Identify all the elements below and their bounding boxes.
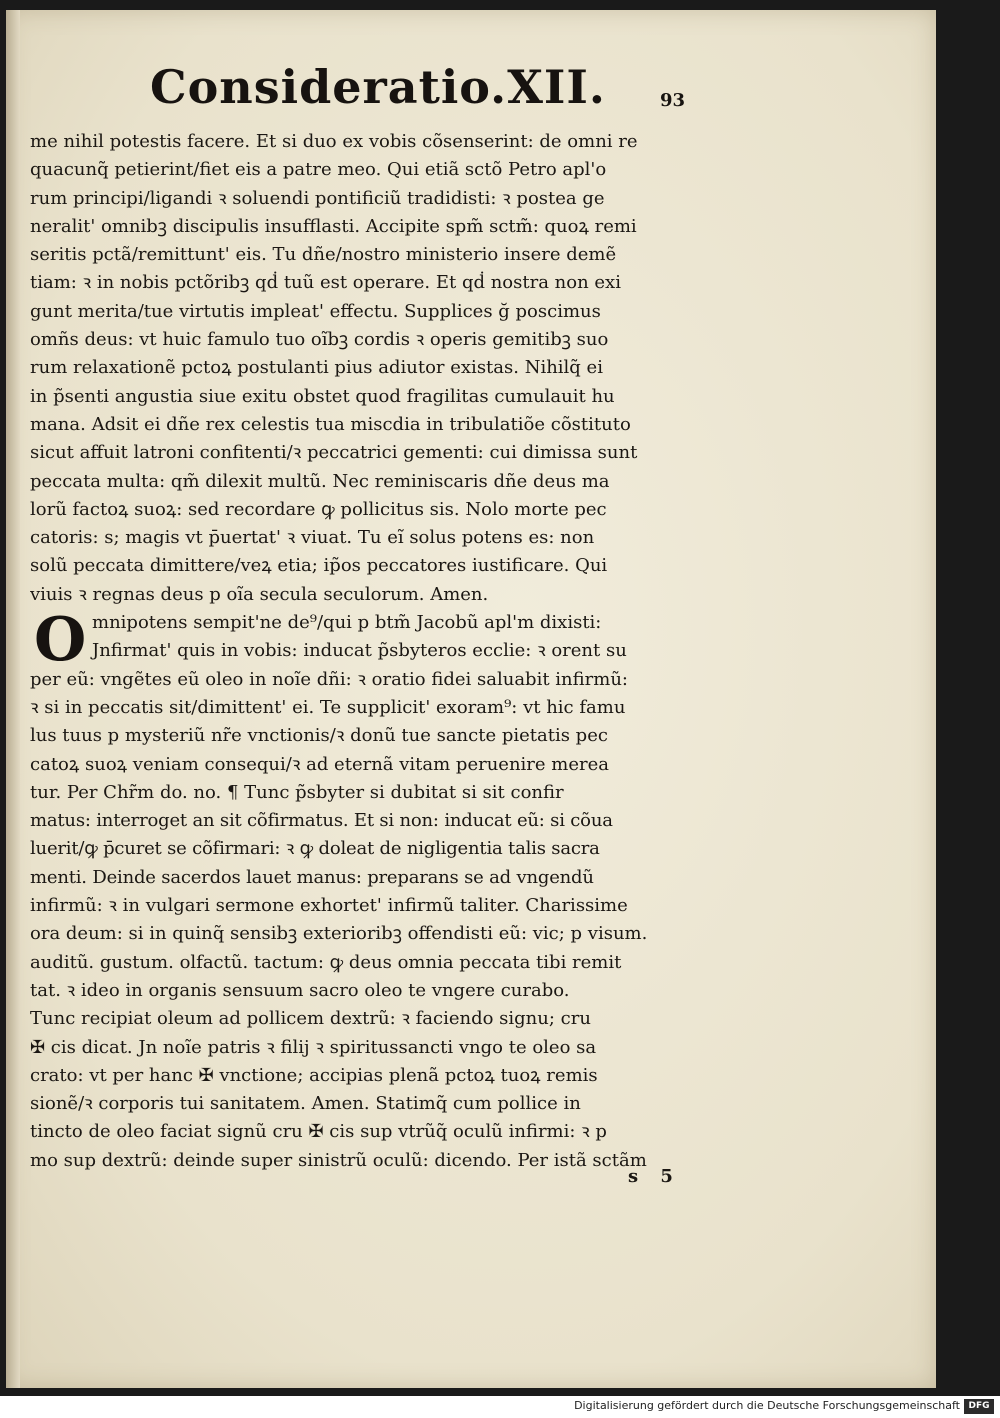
page-gutter [6, 10, 20, 1388]
folio-number: 93 [660, 90, 686, 111]
text-line: me nihil potestis facere. Et si duo ex vobis cõsenserint: de omni re [30, 131, 638, 152]
text-line: mnipotens sempit'ne de⁹/qui p btm̃ Jacobũ apl'm dixisti: [92, 612, 602, 634]
text-line: tincto de oleo faciat signũ cru ✠ cis sup vtrũq̃ oculũ infirmi: ꝛ p [30, 1121, 607, 1143]
text-line: tur. Per Chr̃m do. no. ¶ Tunc p̃sbyter si dubitat si sit confir [30, 781, 564, 803]
text-line: auditũ. gustum. olfactũ. tactum: ꝙ deus omnia peccata tibi remit [30, 951, 622, 973]
text-line: sicut affuit latroni confitenti/ꝛ peccatrici gementi: cui dimissa sunt [30, 442, 638, 464]
text-line: rum principi/ligandi ꝛ soluendi pontificiũ tradidisti: ꝛ postea ge [30, 187, 605, 209]
text-line: solũ peccata dimittere/veꝝ etia; ip̃os peccatores iustificare. Qui [30, 555, 608, 577]
text-line: sionẽ/ꝛ corporis tui sanitatem. Amen. Statimq̃ cum pollice in [30, 1093, 581, 1115]
text-line: ꝛ si in peccatis sit/dimittent' ei. Te supplicit' exoram⁹: vt hic famu [30, 696, 626, 718]
text-line: lorũ factoꝝ suoꝝ: sed recordare ꝙ pollicitus sis. Nolo morte pec [30, 498, 607, 520]
text-line: Jnfirmat' quis in vobis: inducat p̃sbyteros ecclie: ꝛ orent su [92, 640, 627, 662]
running-title: Consideratio.XII. [150, 60, 606, 114]
text-line: tiam: ꝛ in nobis pctõribꝫ qḋ tuũ est operare. Et qḋ nostra non exi [30, 272, 621, 294]
text-line: viuis ꝛ regnas deus p oĩa secula seculorum. Amen. [30, 583, 489, 605]
text-line: quacunq̃ petierint/fiet eis a patre meo. Qui etiã sctõ Petro apl'o [30, 159, 607, 181]
text-line: gunt merita/tue virtutis impleat' effectu. Supplices ğ poscimus [30, 300, 601, 322]
text-line: matus: interroget an sit cõfirmatus. Et si non: inducat eũ: si cõua [30, 810, 613, 832]
text-line: luerit/ꝙ p̄curet se cõfirmari: ꝛ ꝙ doleat de nigligentia talis sacra [30, 838, 600, 860]
funding-notice: Digitalisierung gefördert durch die Deutsche Forschungsgemeinschaft [574, 1399, 960, 1412]
text-line: lus tuus p mysteriũ nr̃e vnctionis/ꝛ donũ tue sancte pietatis pec [30, 725, 608, 747]
signature-mark: s 5 [628, 1166, 681, 1187]
text-line: per eũ: vngẽtes eũ oleo in noĩe dñi: ꝛ oratio fidei saluabit infirmũ: [30, 668, 628, 690]
digitization-footer [0, 1396, 1000, 1418]
text-line: tat. ꝛ ideo in organis sensuum sacro oleo te vngere curabo. [30, 979, 570, 1001]
text-line: rum relaxationẽ pctoꝝ postulanti pius adiutor existas. Nihilq̃ ei [30, 357, 603, 379]
text-line: in p̃senti angustia siue exitu obstet quod fragilitas cumulauit hu [30, 385, 615, 407]
text-line: catoꝝ suoꝝ veniam consequi/ꝛ ad eternã vitam peruenire merea [30, 753, 609, 775]
text-line: seritis pctã/remittunt' eis. Tu dñe/nostro ministerio insere demẽ [30, 244, 617, 266]
text-line: crato: vt per hanc ✠ vnctione; accipias plenã pctoꝝ tuoꝝ remis [30, 1064, 598, 1086]
text-line: ✠ cis dicat. Jn noĩe patris ꝛ filij ꝛ spiritussancti vngo te oleo sa [30, 1036, 597, 1058]
text-line: peccata multa: qm̃ dilexit multũ. Nec reminiscaris dñe deus ma [30, 470, 610, 492]
text-line: Tunc recipiat oleum ad pollicem dextrũ: ꝛ faciendo signu; cru [30, 1008, 591, 1030]
text-line: omñs deus: vt huic famulo tuo oĩbꝫ cordis ꝛ operis gemitibꝫ suo [30, 329, 609, 351]
text-line: mana. Adsit ei dñe rex celestis tua miscdia in tribulatiõe cõstituto [30, 413, 631, 435]
text-line: neralit' omnibꝫ discipulis insufflasti. Accipite spm̃ sctm̃: quoꝝ remi [30, 215, 637, 237]
dfg-logo: DFG [964, 1399, 994, 1414]
text-line: infirmũ: ꝛ in vulgari sermone exhortet' infirmũ taliter. Charissime [30, 895, 628, 917]
text-line: mo sup dextrũ: deinde super sinistrũ oculũ: dicendo. Per istã sctãm [30, 1149, 647, 1171]
initial-letter: O [34, 605, 87, 675]
text-line: catoris: s; magis vt p̄uertat' ꝛ viuat. Tu eĩ solus potens es: non [30, 527, 595, 549]
body-text [30, 128, 730, 1175]
text-line: ora deum: si in quinq̃ sensibꝫ exterioribꝫ offendisti eũ: vic; p visum. [30, 923, 648, 945]
text-line: menti. Deinde sacerdos lauet manus: preparans se ad vngendũ [30, 866, 594, 888]
